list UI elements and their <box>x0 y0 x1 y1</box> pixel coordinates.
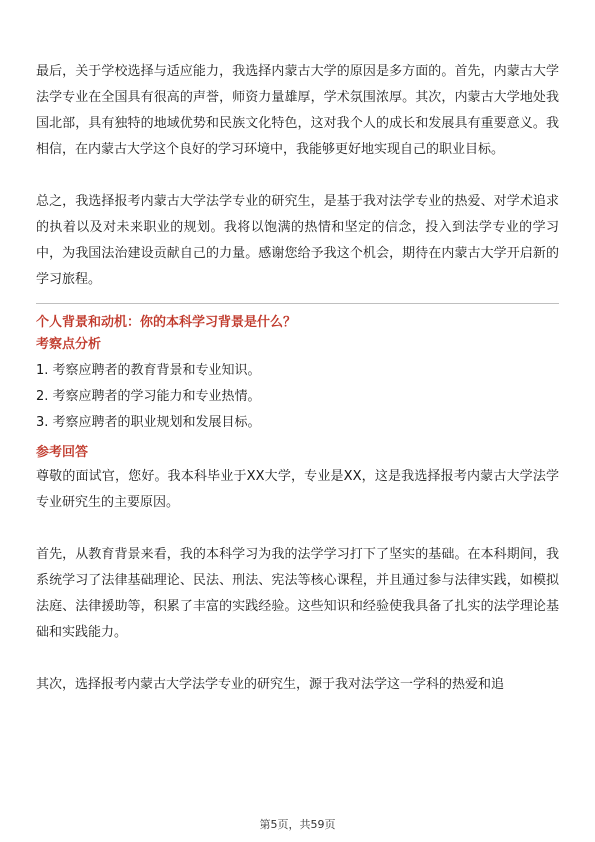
question-title: 个人背景和动机：你的本科学习背景是什么？ <box>36 315 297 330</box>
analysis-list <box>36 358 559 436</box>
analysis-heading: 考察点分析 <box>36 337 102 352</box>
list-item: 1. 考察应聘者的教育背景和专业知识。 <box>36 363 261 378</box>
answer-paragraph-intro: 尊敬的面试官，您好。我本科毕业于XX大学，专业是XX，这是我选择报考内蒙古大学法学专业研究生的主要原因。 <box>36 469 559 510</box>
answer-paragraph-background: 首先，从教育背景来看，我的本科学习为我的法学学习打下了坚实的基础。在本科期间，我系统学习了法律基础理论、民法、刑法、宪法等核心课程，并且通过参与法律实践，如模拟法庭、法律援助等，积累了丰富的实践经验。这些知识和经验使我具备了扎实的法学理论基础和实践能力。 <box>36 547 559 640</box>
list-item: 2. 考察应聘者的学习能力和专业热情。 <box>36 389 261 404</box>
page-content <box>36 59 559 698</box>
answer-heading: 参考回答 <box>36 445 89 460</box>
paragraph-school-choice: 最后，关于学校选择与适应能力，我选择内蒙古大学的原因是多方面的。首先，内蒙古大学法学专业在全国具有很高的声誉，师资力量雄厚，学术氛围浓厚。其次，内蒙古大学地处我国北部，具有独特的地域优势和民族文化特色，这对我个人的成长和发展具有重要意义。我相信，在内蒙古大学这个良好的学习环境中，我能够更好地实现自己的职业目标。 <box>36 64 559 157</box>
paragraph-gap <box>36 516 559 542</box>
paragraph-gap <box>36 163 559 189</box>
paragraph-gap <box>36 646 559 672</box>
list-item: 3. 考察应聘者的职业规划和发展目标。 <box>36 415 261 430</box>
page-number: 第5页，共59页 <box>259 818 336 831</box>
paragraph-conclusion: 总之，我选择报考内蒙古大学法学专业的研究生，是基于我对法学专业的热爱、对学术追求的执着以及对未来职业的规划。我将以饱满的热情和坚定的信念，投入到法学专业的学习中，为我国法治建设贡献自己的力量。感谢您给予我这个机会，期待在内蒙古大学开启新的学习旅程。 <box>36 194 559 287</box>
page-footer <box>0 816 595 832</box>
section-divider <box>36 303 559 304</box>
answer-paragraph-motivation: 其次，选择报考内蒙古大学法学专业的研究生，源于我对法学这一学科的热爱和追 <box>36 677 505 692</box>
